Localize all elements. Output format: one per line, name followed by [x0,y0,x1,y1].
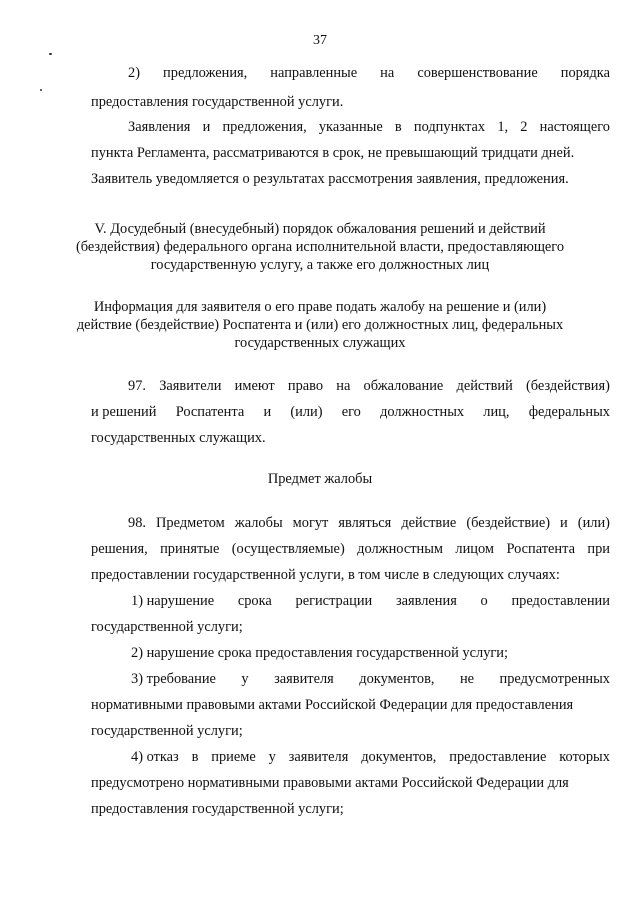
word: имеют [234,378,275,394]
word: предусмотренных [499,671,610,687]
word: и решений [91,404,157,420]
word: в [191,749,199,765]
paragraph-line: пункта Регламента, рассматриваются в срок, не превышающий тридцати дней. [91,145,575,161]
subsection-heading-line: государственных служащих [234,335,406,351]
word: (бездействия) [526,378,610,394]
word: (или) [290,404,323,420]
list-item-line [131,592,610,610]
word: направленные [270,65,358,81]
word: федеральных [528,404,610,420]
scan-speck [49,53,52,55]
word: порядка [560,65,610,81]
word: регистрации [295,593,373,609]
word: совершенствование [417,65,538,81]
word: у [241,671,249,687]
word: при [587,541,610,557]
list-item-line: государственной услуги; [91,723,243,739]
word: срока [237,593,272,609]
list-item-line [131,670,610,688]
word: заявителя [274,671,334,687]
word: (осуществляемые) [231,541,345,557]
word: в [394,119,402,135]
paragraph-line: предоставления государственной услуги. [91,94,344,110]
list-item-line: государственной услуги; [91,619,243,635]
word: действие [401,515,457,531]
word: заявителя [288,749,349,765]
word: 97. [128,378,146,394]
word: жалобы [234,515,283,531]
word: его [341,404,361,420]
word: принятые [160,541,220,557]
paragraph-line [91,403,610,421]
subject-heading: Предмет жалобы [267,471,373,487]
word: и [263,404,272,420]
word: предоставлении [511,593,610,609]
word: приеме [211,749,256,765]
list-item-line [131,748,610,766]
word: 3) требование [131,671,216,687]
word: и [560,515,568,531]
word: 2 [520,119,528,135]
word: (или) [577,515,610,531]
word: 1, [497,119,509,135]
word: документов, [361,749,437,765]
word: лиц, [483,404,510,420]
word: право [287,378,324,394]
word: предложения, [222,119,307,135]
word: решения, [91,541,148,557]
word: указанные [318,119,383,135]
word: у [268,749,276,765]
word: 4) отказ [131,749,179,765]
paragraph-line [128,64,610,82]
section-heading-line: V. Досудебный (внесудебный) порядок обжалования решений и действий [94,221,546,237]
list-item-line: предусмотрено нормативными правовыми актами Российской Федерации для [91,775,569,791]
word: подпунктах [413,119,486,135]
word: которых [559,749,610,765]
word: о [480,593,488,609]
paragraph-line [128,118,610,136]
word: должностных [380,404,465,420]
word: на [336,378,351,394]
word: настоящего [539,119,610,135]
subsection-heading-line: Информация для заявителя о его праве подать жалобу на решение и (или) [93,299,547,315]
word: (бездействие) [466,515,551,531]
word: Роспатента [175,404,245,420]
paragraph-line: государственных служащих. [91,430,266,446]
word: лицом [455,541,495,557]
word: заявления [395,593,457,609]
word: Роспатента [506,541,575,557]
scan-speck [40,89,42,91]
word: и [202,119,211,135]
word: обжалование [363,378,444,394]
word: не [459,671,475,687]
page-number: 37 [313,33,327,48]
word: 1) нарушение [131,593,215,609]
list-item-line: нормативными правовыми актами Российской Федерации для предоставления [91,697,574,713]
word: действий [456,378,513,394]
word: могут [292,515,329,531]
word: Заявления [128,119,191,135]
word: Заявители [159,378,222,394]
word: документов, [359,671,435,687]
list-item-line: 2) нарушение срока предоставления государственной услуги; [131,645,508,661]
paragraph-line [128,377,610,395]
list-item-line: предоставления государственной услуги; [91,801,344,817]
subsection-heading-line: действие (бездействие) Роспатента и (или) его должностных лиц, федеральных [76,317,564,333]
paragraph-line [91,540,610,558]
paragraph-line: предоставлении государственной услуги, в том числе в следующих случаях: [91,567,560,583]
word: являться [338,515,392,531]
word: Предметом [156,515,225,531]
word: предоставление [449,749,547,765]
paragraph-line: Заявитель уведомляется о результатах рассмотрения заявления, предложения. [91,171,569,187]
word: на [380,65,395,81]
section-heading-line: (бездействия) федерального органа исполнительной власти, предоставляющего [75,239,565,255]
paragraph-line [128,514,610,532]
word: должностным [357,541,444,557]
word: 98. [128,515,146,531]
word: предложения, [163,65,248,81]
section-heading-line: государственную услугу, а также его должностных лиц [150,257,490,273]
word: 2) [128,65,140,81]
